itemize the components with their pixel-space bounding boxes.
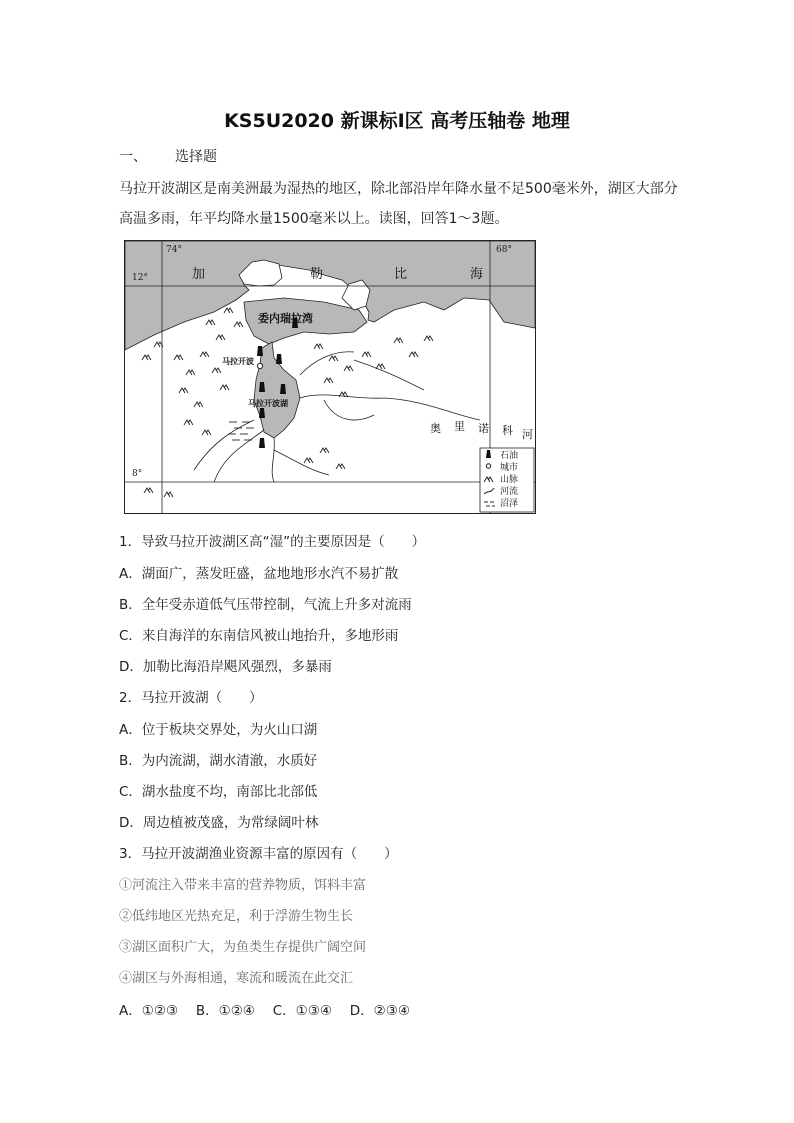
- question-2-option-b: B．为内流湖，湖水清澈，水质好: [119, 753, 318, 769]
- question-1-stem: 1．导致马拉开波湖区高“湿”的主要原因是（ ）: [119, 534, 426, 550]
- question-3-stem: 3．马拉开波湖渔业资源丰富的原因有（ ）: [119, 846, 398, 862]
- question-2-stem: 2．马拉开波湖（ ）: [119, 690, 263, 706]
- sea-char-1: 加: [192, 267, 206, 282]
- legend-river: 河流: [500, 487, 519, 497]
- question-2-option-c: C．湖水盐度不均，南部比北部低: [119, 784, 318, 800]
- question-3-statement-1: ①河流注入带来丰富的营养物质，饵料丰富: [119, 878, 367, 893]
- intro-line-2: 高温多雨，年平均降水量1500毫米以上。读图，回答1～3题。: [119, 211, 509, 227]
- lon-right-label: 68°: [496, 245, 512, 255]
- city-legend-icon: [486, 464, 490, 468]
- river-char-3: 诺: [478, 422, 489, 435]
- intro-line-1: 马拉开波湖区是南美洲最为湿热的地区，除北部沿岸年降水量不足500毫米外，湖区大部分: [119, 181, 678, 197]
- gulf-label: 委内瑞拉湾: [258, 312, 313, 325]
- maracaibo-map: [124, 240, 536, 514]
- section-heading: [119, 146, 217, 166]
- question-2-option-a: A．位于板块交界处，为火山口湖: [119, 722, 318, 738]
- legend-mountain: 山脉: [500, 475, 519, 485]
- lake-label: 马拉开波湖: [248, 398, 288, 408]
- river-char-5: 河: [522, 428, 533, 441]
- legend-oil: 石油: [500, 451, 519, 461]
- question-1-option-d: D．加勒比海沿岸飓风强烈，多暴雨: [119, 659, 332, 675]
- river-char-2: 里: [454, 420, 465, 433]
- river-char-1: 奥: [430, 422, 441, 435]
- section-label: 选择题: [175, 149, 217, 165]
- city-marker: [257, 363, 262, 368]
- sea-char-3: 比: [394, 267, 408, 282]
- sea-char-4: 海: [470, 267, 484, 282]
- legend-marsh: 沼泽: [500, 499, 519, 509]
- question-1-option-b: B．全年受赤道低气压带控制，气流上升多对流雨: [119, 597, 412, 613]
- section-number: 一、: [119, 149, 147, 165]
- lat-top-label: 12°: [132, 273, 148, 283]
- intro-paragraph: [119, 174, 679, 234]
- question-1-option-c: C．来自海洋的东南信风被山地抬升，多地形雨: [119, 628, 399, 644]
- sea-char-2: 勒: [310, 267, 324, 282]
- lat-bottom-label: 8°: [132, 469, 143, 479]
- question-2-option-d: D．周边植被茂盛，为常绿阔叶林: [119, 815, 319, 831]
- page-title: KS5U2020 新课标Ⅰ区 高考压轴卷 地理: [224, 110, 570, 132]
- legend-city: 城市: [500, 463, 519, 473]
- question-3-statement-4: ④湖区与外海相通，寒流和暖流在此交汇: [119, 971, 354, 986]
- question-3-statement-3: ③湖区面积广大，为鱼类生存提供广阔空间: [119, 940, 367, 955]
- map-legend: [480, 448, 534, 512]
- river-char-4: 科: [502, 424, 513, 437]
- city-label: 马拉开波: [222, 356, 254, 366]
- lon-left-label: 74°: [166, 245, 182, 255]
- question-1-option-a: A．湖面广，蒸发旺盛，盆地地形水汽不易扩散: [119, 566, 399, 582]
- question-3-options: A．①②③ B．①②④ C．①③④ D．②③④: [119, 1003, 410, 1019]
- question-3-statement-2: ②低纬地区光热充足，利于浮游生物生长: [119, 909, 354, 924]
